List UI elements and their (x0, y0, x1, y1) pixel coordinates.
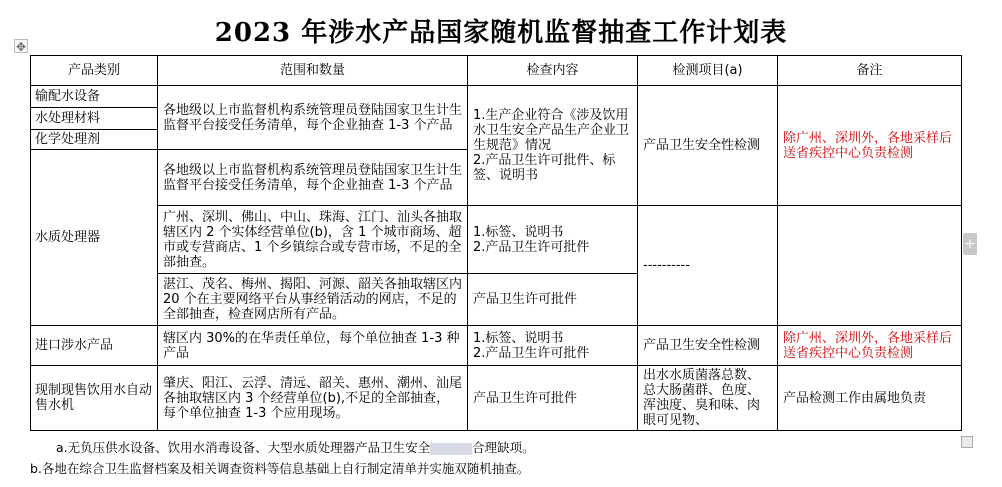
scope-cell: 各地级以上市监督机构系统管理员登陆国家卫生计生监督平台接受任务清单，每个企业抽查 1-3 个产品 (158, 86, 468, 150)
scope-cell: 广州、深圳、佛山、中山、珠海、江门、汕头各抽取辖区内 2 个实体经营单位(b)，含 1 个城市商场、超市或专营商店、1 个乡镇综合或专营市场，不足的全部抽查。 (158, 206, 468, 274)
scope-cell: 肇庆、阳江、云浮、清远、韶关、惠州、潮州、汕尾各抽取辖区内 3 个经营单位(b),不足的全部抽查，每个单位抽查 1-3 个应用现场。 (158, 366, 468, 431)
table-move-handle-icon[interactable]: ✥ (15, 40, 27, 54)
footnote-a-text-end: 合理缺项。 (472, 440, 535, 455)
scope-cell: 湛江、茂名、梅州、揭阳、河源、韶关各抽取辖区内 20 个在主要网络平台从事经销活动的网店，不足的全部抽查，检查网店所有产品。 (158, 274, 468, 326)
content-cell: 产品卫生许可批件 (468, 366, 638, 431)
content-cell: 1.生产企业符合《涉及饮用水卫生安全产品生产企业卫生规范》情况 2.产品卫生许可批件、标签、说明书 (468, 86, 638, 206)
redacted-mark (430, 443, 472, 455)
header-category: 产品类别 (31, 56, 158, 86)
category-cell: 水处理材料 (31, 108, 158, 130)
note-cell (778, 206, 962, 326)
note-cell: 除广州、深圳外，各地采样后送省疾控中心负责检测 (778, 326, 962, 366)
scope-cell: 辖区内 30%的在华责任单位，每个单位抽查 1-3 种产品 (158, 326, 468, 366)
category-cell: 进口涉水产品 (31, 326, 158, 366)
header-note: 备注 (778, 56, 962, 86)
footnote-b: b.各地在综合卫生监督档案及相关调查资料等信息基础上自行制定清单并实施双随机抽查。 (30, 461, 530, 476)
content-cell: 产品卫生许可批件 (468, 274, 638, 326)
document-title: 2023 年涉水产品国家随机监督抽查工作计划表 (214, 18, 788, 48)
note-cell: 除广州、深圳外，各地采样后送省疾控中心负责检测 (778, 86, 962, 206)
note-cell: 产品检测工作由属地负责 (778, 366, 962, 431)
header-scope: 范围和数量 (158, 56, 468, 86)
scope-cell: 各地级以上市监督机构系统管理员登陆国家卫生计生监督平台接受任务清单，每个企业抽查 1-3 个产品 (158, 150, 468, 206)
header-content: 检查内容 (468, 56, 638, 86)
category-cell: 化学处理剂 (31, 130, 158, 150)
footnote-a-text: a.无负压供水设备、饮用水消毒设备、大型水质处理器产品卫生安全 (56, 440, 431, 455)
category-cell: 输配水设备 (31, 86, 158, 108)
table-header-row (31, 56, 962, 86)
inspection-plan-table (30, 55, 962, 431)
test-cell: ---------- (638, 206, 778, 326)
add-column-icon[interactable]: + (963, 233, 977, 255)
category-cell: 水质处理器 (31, 150, 158, 326)
test-cell: 产品卫生安全性检测 (638, 326, 778, 366)
test-cell: 产品卫生安全性检测 (638, 86, 778, 206)
category-cell: 现制现售饮用水自动售水机 (31, 366, 158, 431)
test-cell: 出水水质菌落总数、总大肠菌群、色度、浑浊度、臭和味、肉眼可见物、 (638, 366, 778, 431)
content-cell: 1.标签、说明书 2.产品卫生许可批件 (468, 326, 638, 366)
header-test: 检测项目(a) (638, 56, 778, 86)
table-resize-handle-icon[interactable] (961, 436, 973, 448)
footnote-a (56, 438, 535, 456)
content-cell: 1.标签、说明书 2.产品卫生许可批件 (468, 206, 638, 274)
